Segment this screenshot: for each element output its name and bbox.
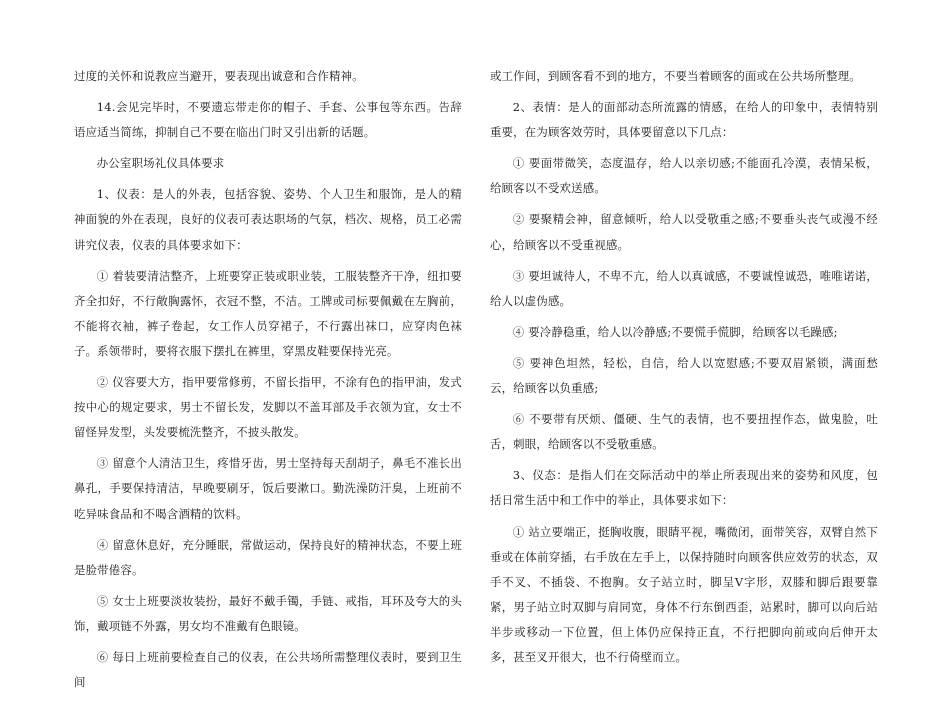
paragraph: ④ 要冷静稳重，给人以冷静感;不要慌手慌脚，给顾客以毛躁感; [512,324,838,339]
paragraph: ① 站立要端正，挺胸收腹，眼睛平视，嘴微闭，面带笑容，双臂自然下垂或在体前穿插，右手放在左手上，以保持随时向顾客供应效劳的状态，双手不叉、不插袋、不抱胸。女子站立时，脚呈V字形，双膝和脚后跟要靠紧，男子站立时双脚与肩同宽，身体不行东倒西歪，站累时，脚可以向后站半步或移动一下位置，但上体仍应保持正直，不行把脚向前或向后伸开太多，甚至叉开很大，也不行倚壁而立。 [490,524,878,664]
paragraph: 1、仪表：是人的外表，包括容貌、姿势、个人卫生和服饰，是人的精神面貌的外在表现，良好的仪表可表达职场的气氛，档次、规格，员工必需讲究仪表，仪表的具体要求如下： [74,187,462,252]
paragraph: ④ 留意休息好，充分睡眠，常做运动，保持良好的精神状态，不要上班是脸带倦容。 [74,537,462,577]
paragraph: 或工作间，到顾客看不到的地方，不要当着顾客的面或在公共场所整理。 [490,69,861,83]
paragraph: 办公室职场礼仪具体要求 [96,156,225,171]
paragraph: 3、仪态：是指人们在交际活动中的举止所表现出来的姿势和风度，包括日常生活中和工作中的举止，具体要求如下： [490,468,878,508]
left-column [74,64,462,701]
paragraph: ⑤ 要神色坦然，轻松，自信，给人以宽慰感;不要双眉紧锁，满面愁云，给顾客以负重感; [490,355,878,396]
paragraph: ① 着装要清洁整齐，上班要穿正装或职业装，工服装整齐干净，纽扣要齐全扣好，不行敞胸露怀，衣冠不整，不洁。工牌或司标要佩戴在左胸前，不能将衣袖，裤子卷起，女工作人员穿裙子，不行露出袜口，应穿肉色袜子。系领带时，要将衣服下摆扎在裤里，穿黑皮鞋要保持光亮。 [74,268,462,358]
paragraph: 14.会见完毕时，不要遗忘带走你的帽子、手套、公事包等东西。告辞语应适当简练，抑制自己不要在临出门时又引出新的话题。 [74,100,462,140]
paragraph: ⑥ 不要带有厌烦、僵硬、生气的表情，也不要扭捏作态，做鬼脸，吐舌，刺眼，给顾客以不受敬重感。 [490,412,878,452]
paragraph: ② 仪容要大方，指甲要常修剪，不留长指甲，不涂有色的指甲油，发式按中心的规定要求，男士不留长发，发脚以不盖耳部及手衣领为宜，女士不留怪异发型，头发要梳洗整齐，不披头散发。 [74,375,462,440]
paragraph: ⑤ 女士上班要淡妆装扮，最好不戴手镯，手链、戒指，耳环及夸大的头饰，戴项链不外露，男女均不准戴有色眼镜。 [74,593,462,633]
paragraph: ② 要聚精会神，留意倾听，给人以受敬重之感;不要垂头丧气或漫不经心，给顾客以不受重视感。 [490,212,878,252]
paragraph: ③ 留意个人清洁卫生，疼惜牙齿，男士坚持每天刮胡子，鼻毛不准长出鼻孔，手要保持清洁，早晚要刷牙，饭后要漱口。勤洗澡防汗臭，上班前不吃异味食品和不喝含酒精的饮料。 [74,456,462,521]
paragraph: ⑥ 每日上班前要检查自己的仪表，在公共场所需整理仪表时，要到卫生间 [74,649,462,690]
paragraph: ③ 要坦诚待人，不卑不亢，给人以真诚感，不要诚惶诚恐，唯唯诺诺，给人以虚伪感。 [490,268,878,308]
paragraph: 2、表情：是人的面部动态所流露的情感，在给人的印象中，表情特别重要，在为顾客效劳时，具体要留意以下几点： [490,100,878,140]
paragraph: 过度的关怀和说教应当避开，要表现出诚意和合作精神。 [74,69,364,83]
right-column [490,64,878,676]
paragraph: ① 要面带微笑，态度温存，给人以亲切感;不能面孔冷漠，表情呆板，给顾客以不受欢送感。 [490,156,878,196]
